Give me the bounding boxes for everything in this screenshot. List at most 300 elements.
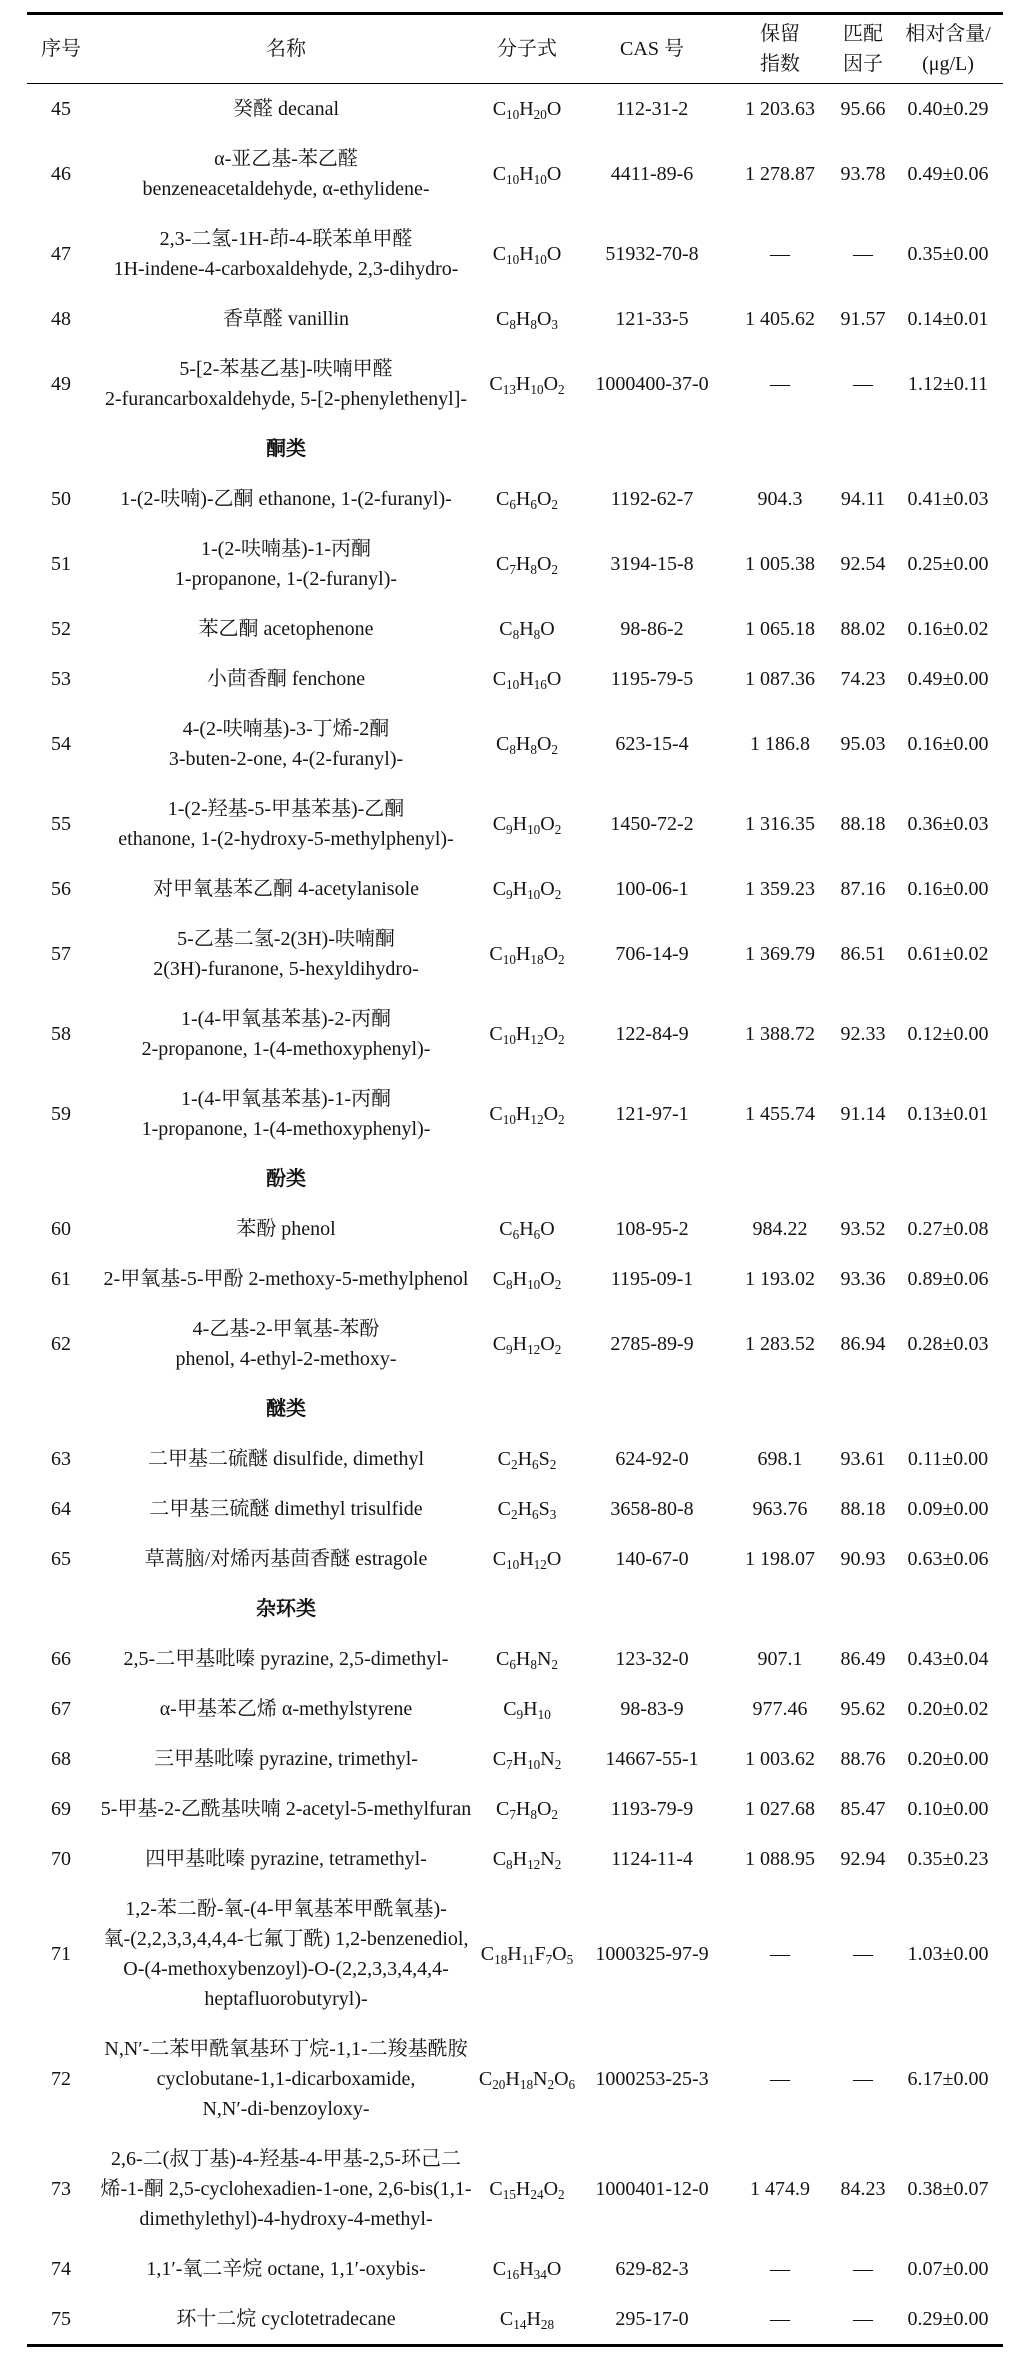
formula-subscript: 8 xyxy=(512,627,520,643)
serial-no-value: 75 xyxy=(51,2308,71,2330)
compound-name-cell xyxy=(95,784,477,864)
formula-value: $C_{10}H_{16}O$ xyxy=(492,668,562,693)
relative-content-value: 0.16±0.00 xyxy=(907,733,989,755)
match-factor-cell xyxy=(833,914,893,994)
section-row xyxy=(27,424,1003,474)
retention-index-value: 1 405.62 xyxy=(745,308,815,330)
formula-value: $C_{10}H_{20}O$ xyxy=(492,98,562,123)
compound-name-line: 苯乙酮 acetophenone xyxy=(198,618,374,640)
serial-no-cell xyxy=(27,704,95,784)
cas-number-value: 140-67-0 xyxy=(615,1548,689,1570)
match-factor-value: 94.11 xyxy=(840,488,886,510)
formula-subscript: 9 xyxy=(506,1342,513,1358)
formula-subscript: 2 xyxy=(554,887,562,903)
relative-content-cell xyxy=(893,1254,1003,1304)
relative-content-value: 0.89±0.06 xyxy=(907,1268,989,1290)
cas-number-cell xyxy=(577,84,727,135)
formula-subscript: 3 xyxy=(549,1507,557,1523)
retention-index-cell xyxy=(727,604,833,654)
relative-content-value: 0.25±0.00 xyxy=(907,553,989,575)
serial-no-value: 58 xyxy=(51,1023,71,1045)
table-row xyxy=(27,1484,1003,1534)
formula-subscript: 28 xyxy=(540,2317,555,2333)
relative-content-cell xyxy=(893,654,1003,704)
retention-index-cell xyxy=(727,294,833,344)
serial-no-value: 68 xyxy=(51,1748,71,1770)
relative-content-cell xyxy=(893,864,1003,914)
match-factor-value: 92.33 xyxy=(840,1023,886,1045)
serial-no-cell xyxy=(27,1834,95,1884)
table-row xyxy=(27,134,1003,214)
compound-name-cell xyxy=(95,1884,477,2024)
retention-index-value: 1 005.38 xyxy=(745,553,815,575)
retention-index-cell xyxy=(727,1534,833,1584)
match-factor-cell xyxy=(833,294,893,344)
retention-index-value: 698.1 xyxy=(757,1448,803,1470)
formula-subscript: 12 xyxy=(530,1032,544,1048)
relative-content-cell xyxy=(893,1884,1003,2024)
match-factor-value: 91.57 xyxy=(840,308,886,330)
retention-index-value: 1 369.79 xyxy=(745,943,815,965)
formula-subscript: 24 xyxy=(530,2187,544,2203)
match-factor-value: 74.23 xyxy=(840,668,886,690)
serial-no-value: 51 xyxy=(51,553,71,575)
cas-number-value: 706-14-9 xyxy=(615,943,689,965)
formula-subscript: 8 xyxy=(509,317,516,333)
cas-number-cell xyxy=(577,1734,727,1784)
match-factor-value: 84.23 xyxy=(840,2178,886,2200)
match-factor-cell xyxy=(833,1834,893,1884)
relative-content-value: 0.20±0.02 xyxy=(907,1698,989,1720)
cas-number-value: 51932-70-8 xyxy=(605,243,699,265)
formula-subscript: 10 xyxy=(533,252,547,268)
cas-number-value: 121-33-5 xyxy=(615,308,689,330)
match-factor-cell xyxy=(833,214,893,294)
formula-subscript: 10 xyxy=(527,887,541,903)
compound-name-cell xyxy=(95,294,477,344)
cas-number-cell xyxy=(577,1884,727,2024)
formula-cell xyxy=(477,2294,577,2346)
compound-name-line: 4-(2-呋喃基)-3-丁烯-2酮 xyxy=(182,718,390,740)
formula-subscript: 2 xyxy=(551,742,559,758)
cas-number-cell xyxy=(577,864,727,914)
cas-number-value: 100-06-1 xyxy=(615,878,689,900)
cas-number-cell xyxy=(577,1834,727,1884)
formula-value: $C_8H_8O$ xyxy=(499,618,555,643)
relative-content-cell xyxy=(893,2294,1003,2346)
formula-value: $C_9H_{10}O_2$ xyxy=(492,813,562,838)
retention-index-cell xyxy=(727,914,833,994)
retention-index-cell xyxy=(727,2134,833,2244)
formula-subscript: 8 xyxy=(533,627,541,643)
section-row xyxy=(27,1154,1003,1204)
formula-value: $C_8H_{10}O_2$ xyxy=(492,1268,562,1293)
match-factor-value: 88.18 xyxy=(840,1498,886,1520)
formula-subscript: 2 xyxy=(551,1657,559,1673)
formula-value: $C_2H_6S_2$ xyxy=(497,1448,557,1473)
compound-name-line: N,N′-二苯甲酰氧基环丁烷-1,1-二羧基酰胺 xyxy=(104,2038,468,2060)
match-factor-value: 86.94 xyxy=(840,1333,886,1355)
formula-cell xyxy=(477,474,577,524)
formula-cell xyxy=(477,214,577,294)
relative-content-cell xyxy=(893,1734,1003,1784)
cas-number-value: 624-92-0 xyxy=(615,1448,689,1470)
section-title: 酮类 xyxy=(266,438,306,460)
serial-no-value: 55 xyxy=(51,813,71,835)
formula-subscript: 5 xyxy=(566,1952,574,1968)
serial-no-cell xyxy=(27,1684,95,1734)
serial-no-value: 69 xyxy=(51,1798,71,1820)
formula-subscript: 8 xyxy=(530,1807,537,1823)
serial-no-cell xyxy=(27,1534,95,1584)
retention-index-value: — xyxy=(770,1943,790,1965)
serial-no-cell xyxy=(27,1484,95,1534)
compound-name-cell xyxy=(95,214,477,294)
compound-name-line: 5-[2-苯基乙基]-呋喃甲醛 xyxy=(179,358,393,380)
relative-content-cell xyxy=(893,704,1003,784)
compound-name-cell xyxy=(95,84,477,135)
retention-index-value: 963.76 xyxy=(752,1498,808,1520)
retention-index-value: 1 203.63 xyxy=(745,98,815,120)
formula-value: $C_{10}H_{12}O_2$ xyxy=(489,1023,565,1048)
relative-content-value: 0.49±0.00 xyxy=(907,668,989,690)
compound-name-cell xyxy=(95,1834,477,1884)
match-factor-value: 86.49 xyxy=(840,1648,886,1670)
formula-subscript: 11 xyxy=(521,1952,535,1968)
formula-subscript: 6 xyxy=(532,1507,539,1523)
table-row xyxy=(27,294,1003,344)
compound-name-line: 四甲基吡嗪 pyrazine, tetramethyl- xyxy=(145,1848,427,1870)
cas-number-cell xyxy=(577,214,727,294)
relative-content-value: 0.16±0.00 xyxy=(907,878,989,900)
cas-number-value: 4411-89-6 xyxy=(610,163,694,185)
serial-no-cell xyxy=(27,474,95,524)
cas-number-value: 108-95-2 xyxy=(615,1218,689,1240)
relative-content-value: 1.12±0.11 xyxy=(907,373,989,395)
cas-number-value: 623-15-4 xyxy=(615,733,689,755)
compound-name-line: 草蒿脑/对烯丙基茴香醚 estragole xyxy=(144,1548,428,1570)
retention-index-cell xyxy=(727,1254,833,1304)
section-spacer xyxy=(27,1154,95,1204)
match-factor-cell xyxy=(833,654,893,704)
relative-content-value: 0.11±0.00 xyxy=(907,1448,989,1470)
formula-value: $C_{10}H_{10}O$ xyxy=(492,243,562,268)
cas-number-cell xyxy=(577,704,727,784)
serial-no-cell xyxy=(27,2134,95,2244)
cas-number-cell xyxy=(577,1204,727,1254)
serial-no-cell xyxy=(27,654,95,704)
section-spacer xyxy=(477,424,1003,474)
section-row xyxy=(27,1384,1003,1434)
formula-subscript: 10 xyxy=(506,252,520,268)
relative-content-cell xyxy=(893,2244,1003,2294)
serial-no-cell xyxy=(27,994,95,1074)
formula-subscript: 20 xyxy=(492,2077,506,2093)
match-factor-cell xyxy=(833,1074,893,1154)
cas-number-value: 3658-80-8 xyxy=(610,1498,694,1520)
table-row xyxy=(27,2294,1003,2346)
formula-value: $C_9H_{10}O_2$ xyxy=(492,878,562,903)
cas-number-cell xyxy=(577,2244,727,2294)
serial-no-cell xyxy=(27,604,95,654)
cas-number-value: 1195-79-5 xyxy=(610,668,694,690)
match-factor-value: 95.03 xyxy=(840,733,886,755)
match-factor-cell xyxy=(833,2294,893,2346)
relative-content-cell xyxy=(893,914,1003,994)
compound-name-cell xyxy=(95,1684,477,1734)
compound-name-cell xyxy=(95,604,477,654)
relative-content-value: 0.29±0.00 xyxy=(907,2308,989,2330)
serial-no-cell xyxy=(27,2244,95,2294)
relative-content-value: 0.16±0.02 xyxy=(907,618,989,640)
compound-name-cell xyxy=(95,1204,477,1254)
header-formula xyxy=(477,14,577,84)
cas-number-value: 1000401-12-0 xyxy=(595,2178,709,2200)
retention-index-cell xyxy=(727,1434,833,1484)
match-factor-value: — xyxy=(853,2308,873,2330)
formula-cell xyxy=(477,1734,577,1784)
formula-cell xyxy=(477,604,577,654)
table-row xyxy=(27,1684,1003,1734)
formula-subscript: 10 xyxy=(502,952,516,968)
compound-name-line: 1-(4-甲氧基苯基)-2-丙酮 xyxy=(181,1008,391,1030)
relative-content-value: 0.35±0.23 xyxy=(907,1848,989,1870)
serial-no-value: 70 xyxy=(51,1848,71,1870)
formula-subscript: 9 xyxy=(506,887,513,903)
cas-number-value: 2785-89-9 xyxy=(610,1333,694,1355)
match-factor-cell xyxy=(833,604,893,654)
table-row xyxy=(27,1884,1003,2024)
section-title-cell xyxy=(95,1154,477,1204)
formula-subscript: 9 xyxy=(516,1707,524,1723)
retention-index-value: 984.22 xyxy=(752,1218,808,1240)
match-factor-cell xyxy=(833,1684,893,1734)
table-row xyxy=(27,704,1003,784)
serial-no-value: 48 xyxy=(51,308,71,330)
formula-cell xyxy=(477,294,577,344)
header-retention-index xyxy=(727,14,833,84)
header-cas xyxy=(577,14,727,84)
relative-content-cell xyxy=(893,1634,1003,1684)
match-factor-cell xyxy=(833,1484,893,1534)
compound-name-line: O-(4-methoxybenzoyl)-O-(2,2,3,3,4,4,4- xyxy=(123,1958,449,1980)
formula-subscript: 6 xyxy=(509,497,516,513)
retention-index-cell xyxy=(727,1634,833,1684)
table-row xyxy=(27,344,1003,424)
relative-content-value: 0.10±0.00 xyxy=(907,1798,989,1820)
header-no xyxy=(27,14,95,84)
serial-no-cell xyxy=(27,2024,95,2134)
relative-content-value: 1.03±0.00 xyxy=(907,1943,989,1965)
formula-subscript: 2 xyxy=(554,1342,562,1358)
cas-number-cell xyxy=(577,1304,727,1384)
match-factor-cell xyxy=(833,1204,893,1254)
serial-no-value: 54 xyxy=(51,733,71,755)
formula-subscript: 18 xyxy=(519,2077,534,2093)
relative-content-cell xyxy=(893,214,1003,294)
formula-cell xyxy=(477,1634,577,1684)
match-factor-cell xyxy=(833,134,893,214)
formula-subscript: 10 xyxy=(530,382,544,398)
formula-cell xyxy=(477,864,577,914)
retention-index-cell xyxy=(727,134,833,214)
match-factor-cell xyxy=(833,2244,893,2294)
retention-index-cell xyxy=(727,2024,833,2134)
serial-no-cell xyxy=(27,1304,95,1384)
formula-cell xyxy=(477,784,577,864)
relative-content-cell xyxy=(893,1784,1003,1834)
match-factor-value: 90.93 xyxy=(840,1548,886,1570)
match-factor-value: 86.51 xyxy=(840,943,886,965)
compound-name-cell xyxy=(95,704,477,784)
formula-value: $C_6H_8N_2$ xyxy=(495,1648,559,1673)
serial-no-value: 57 xyxy=(51,943,71,965)
relative-content-value: 6.17±0.00 xyxy=(907,2068,989,2090)
retention-index-value: 1 193.02 xyxy=(745,1268,815,1290)
compound-name-line: 1-(2-呋喃基)-1-丙酮 xyxy=(201,538,371,560)
formula-subscript: 8 xyxy=(506,1857,513,1873)
formula-subscript: 8 xyxy=(530,742,537,758)
cas-number-value: 123-32-0 xyxy=(615,1648,689,1670)
retention-index-value: 977.46 xyxy=(752,1698,808,1720)
relative-content-cell xyxy=(893,1834,1003,1884)
formula-subscript: 12 xyxy=(533,1557,547,1573)
match-factor-value: — xyxy=(853,2258,873,2280)
formula-value: $C_{18}H_{11}F_7O_5$ xyxy=(480,1943,574,1968)
compound-name-cell xyxy=(95,2024,477,2134)
header-match-factor xyxy=(833,14,893,84)
serial-no-cell xyxy=(27,914,95,994)
section-title-cell xyxy=(95,1384,477,1434)
compound-name-line: 2,3-二氢-1H-茚-4-联苯单甲醛 xyxy=(159,228,413,250)
retention-index-value: 1 388.72 xyxy=(745,1023,815,1045)
table-row xyxy=(27,1634,1003,1684)
formula-cell xyxy=(477,1534,577,1584)
compound-name-line: 二甲基二硫醚 disulfide, dimethyl xyxy=(147,1448,425,1470)
compound-name-cell xyxy=(95,1734,477,1784)
header-relative-content-line: 相对含量/ xyxy=(905,23,991,45)
compound-name-line: 1,1′-氧二辛烷 octane, 1,1′-oxybis- xyxy=(146,2258,426,2280)
cas-number-cell xyxy=(577,1534,727,1584)
retention-index-cell xyxy=(727,1684,833,1734)
cas-number-value: 1000253-25-3 xyxy=(595,2068,709,2090)
retention-index-cell xyxy=(727,474,833,524)
formula-cell xyxy=(477,1254,577,1304)
serial-no-value: 61 xyxy=(51,1268,71,1290)
compound-name-line: 2-propanone, 1-(4-methoxyphenyl)- xyxy=(141,1038,431,1060)
compound-name-cell xyxy=(95,864,477,914)
compound-name-line: 香草醛 vanillin xyxy=(222,308,350,330)
cas-number-value: 122-84-9 xyxy=(615,1023,689,1045)
retention-index-cell xyxy=(727,654,833,704)
formula-subscript: 10 xyxy=(506,107,520,123)
compound-name-line: 4-乙基-2-甲氧基-苯酚 xyxy=(192,1318,380,1340)
cas-number-cell xyxy=(577,1074,727,1154)
formula-value: $C_8H_8O_2$ xyxy=(495,733,559,758)
match-factor-cell xyxy=(833,1534,893,1584)
formula-cell xyxy=(477,704,577,784)
formula-value: $C_6H_6O_2$ xyxy=(495,488,559,513)
match-factor-cell xyxy=(833,864,893,914)
table-row xyxy=(27,1204,1003,1254)
retention-index-value: 907.1 xyxy=(757,1648,803,1670)
formula-subscript: 7 xyxy=(509,1807,516,1823)
formula-value: $C_{10}H_{12}O_2$ xyxy=(489,1103,565,1128)
serial-no-value: 67 xyxy=(51,1698,71,1720)
retention-index-cell xyxy=(727,1884,833,2024)
cas-number-value: 121-97-1 xyxy=(615,1103,689,1125)
formula-subscript: 8 xyxy=(530,1657,537,1673)
relative-content-cell xyxy=(893,994,1003,1074)
serial-no-value: 50 xyxy=(51,488,71,510)
formula-cell xyxy=(477,2244,577,2294)
formula-subscript: 7 xyxy=(509,562,516,578)
compound-name-cell xyxy=(95,1634,477,1684)
relative-content-cell xyxy=(893,1074,1003,1154)
relative-content-cell xyxy=(893,344,1003,424)
serial-no-cell xyxy=(27,1784,95,1834)
relative-content-cell xyxy=(893,784,1003,864)
serial-no-cell xyxy=(27,1434,95,1484)
serial-no-cell xyxy=(27,524,95,604)
compound-name-line: phenol, 4-ethyl-2-methoxy- xyxy=(175,1348,397,1370)
relative-content-value: 0.40±0.29 xyxy=(907,98,989,120)
compound-name-line: 2,6-二(叔丁基)-4-羟基-4-甲基-2,5-环己二 xyxy=(111,2148,461,2170)
formula-cell xyxy=(477,1784,577,1834)
serial-no-value: 63 xyxy=(51,1448,71,1470)
formula-subscript: 3 xyxy=(551,317,559,333)
relative-content-cell xyxy=(893,474,1003,524)
match-factor-value: — xyxy=(853,243,873,265)
match-factor-cell xyxy=(833,1434,893,1484)
serial-no-value: 45 xyxy=(51,98,71,120)
formula-cell xyxy=(477,1304,577,1384)
compound-name-line: 2,5-二甲基吡嗪 pyrazine, 2,5-dimethyl- xyxy=(123,1648,449,1670)
formula-subscript: 2 xyxy=(551,1807,559,1823)
match-factor-value: — xyxy=(853,1943,873,1965)
table-row xyxy=(27,1734,1003,1784)
match-factor-cell xyxy=(833,1884,893,2024)
cas-number-value: 1000325-97-9 xyxy=(595,1943,709,1965)
serial-no-value: 74 xyxy=(51,2258,71,2280)
compound-name-line: 1-(2-呋喃)-乙酮 ethanone, 1-(2-furanyl)- xyxy=(120,488,452,510)
serial-no-value: 65 xyxy=(51,1548,71,1570)
formula-subscript: 7 xyxy=(545,1952,553,1968)
formula-cell xyxy=(477,1074,577,1154)
relative-content-value: 0.13±0.01 xyxy=(907,1103,989,1125)
table-row xyxy=(27,1834,1003,1884)
compound-name-cell xyxy=(95,1254,477,1304)
relative-content-value: 0.36±0.03 xyxy=(907,813,989,835)
header-name-label: 名称 xyxy=(266,38,306,60)
formula-subscript: 2 xyxy=(558,2187,565,2203)
match-factor-value: — xyxy=(853,2068,873,2090)
cas-number-value: 1000400-37-0 xyxy=(595,373,709,395)
section-title-cell xyxy=(95,1584,477,1634)
formula-subscript: 8 xyxy=(530,317,537,333)
cas-number-value: 1195-09-1 xyxy=(610,1268,694,1290)
retention-index-cell xyxy=(727,864,833,914)
cas-number-cell xyxy=(577,134,727,214)
compound-name-cell xyxy=(95,994,477,1074)
compound-name-cell xyxy=(95,2244,477,2294)
table-row xyxy=(27,1534,1003,1584)
serial-no-cell xyxy=(27,1074,95,1154)
compound-name-line: 1-propanone, 1-(4-methoxyphenyl)- xyxy=(141,1118,431,1140)
retention-index-cell xyxy=(727,784,833,864)
formula-cell xyxy=(477,524,577,604)
match-factor-cell xyxy=(833,1304,893,1384)
